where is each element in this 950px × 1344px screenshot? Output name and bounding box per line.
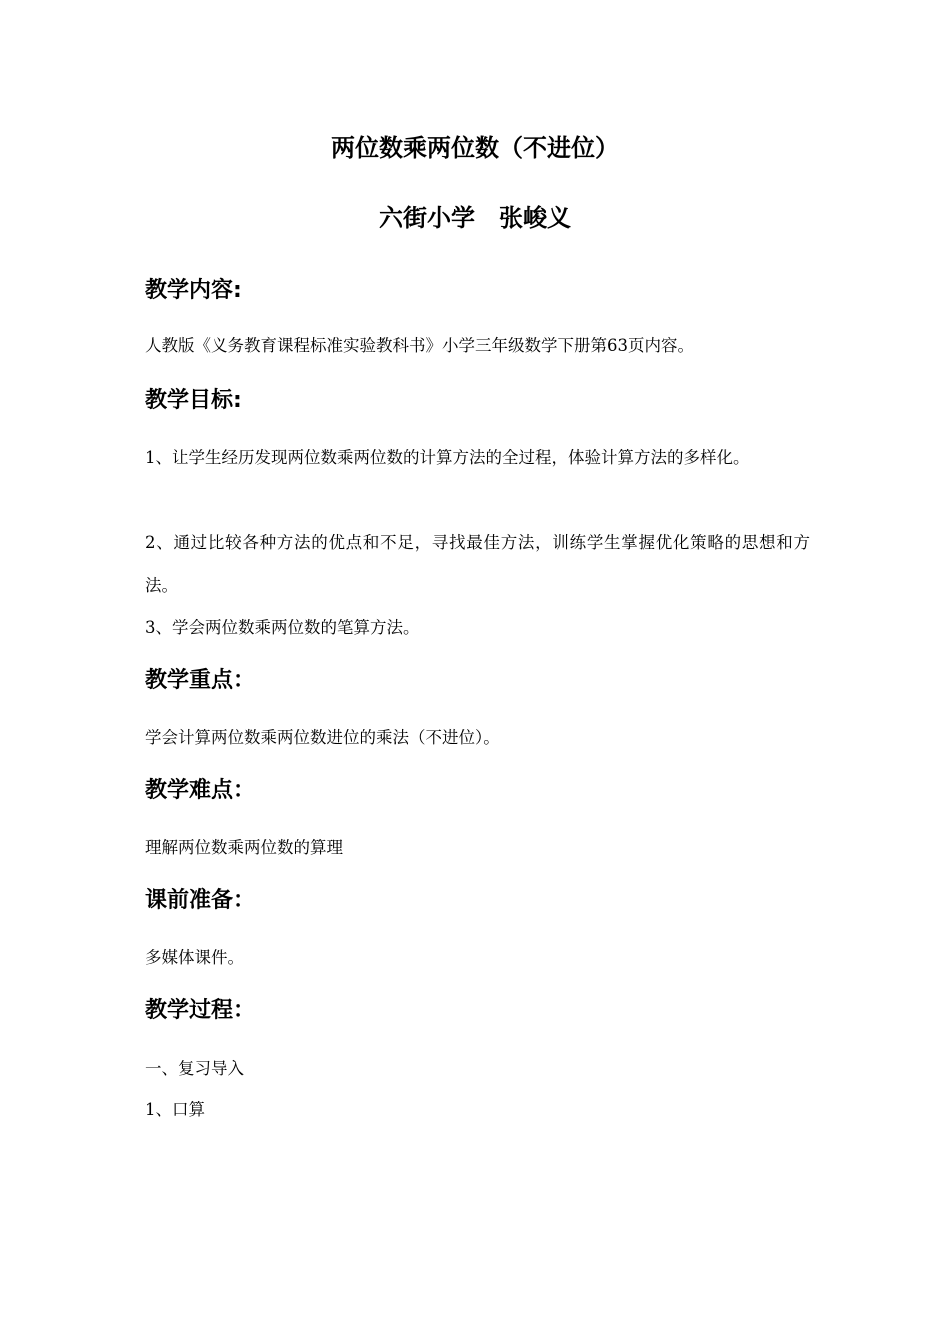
process-item-1: 一、复习导入: [145, 1059, 244, 1078]
section-heading-goals: 教学目标:: [145, 388, 242, 413]
process-item-2: 1、口算: [145, 1100, 205, 1119]
author-line: 六街小学 张峻义: [379, 204, 571, 232]
document-title: 两位数乘两位数（不进位）: [331, 134, 619, 162]
preparation-text: 多媒体课件。: [145, 948, 244, 967]
difficulty-text: 理解两位数乘两位数的算理: [145, 838, 343, 857]
section-heading-content: 教学内容:: [145, 278, 242, 303]
section-heading-preparation: 课前准备：: [145, 888, 256, 913]
section-heading-process: 教学过程：: [145, 998, 256, 1023]
section-heading-key-point: 教学重点：: [145, 668, 256, 693]
key-point-text: 学会计算两位数乘两位数进位的乘法（不进位）。: [145, 728, 500, 747]
goal-item-1: 1、让学生经历发现两位数乘两位数的计算方法的全过程，体验计算方法的多样化。: [145, 448, 750, 467]
section-heading-difficulty: 教学难点：: [145, 778, 256, 803]
goal-item-3: 3、学会两位数乘两位数的笔算方法。: [145, 618, 420, 637]
content-text: 人教版《义务教育课程标准实验教科书》小学三年级数学下册第63页内容。: [145, 336, 694, 355]
goal-item-2: 2、通过比较各种方法的优点和不足，寻找最佳方法，训练学生掌握优化策略的思想和方法。: [145, 533, 810, 595]
